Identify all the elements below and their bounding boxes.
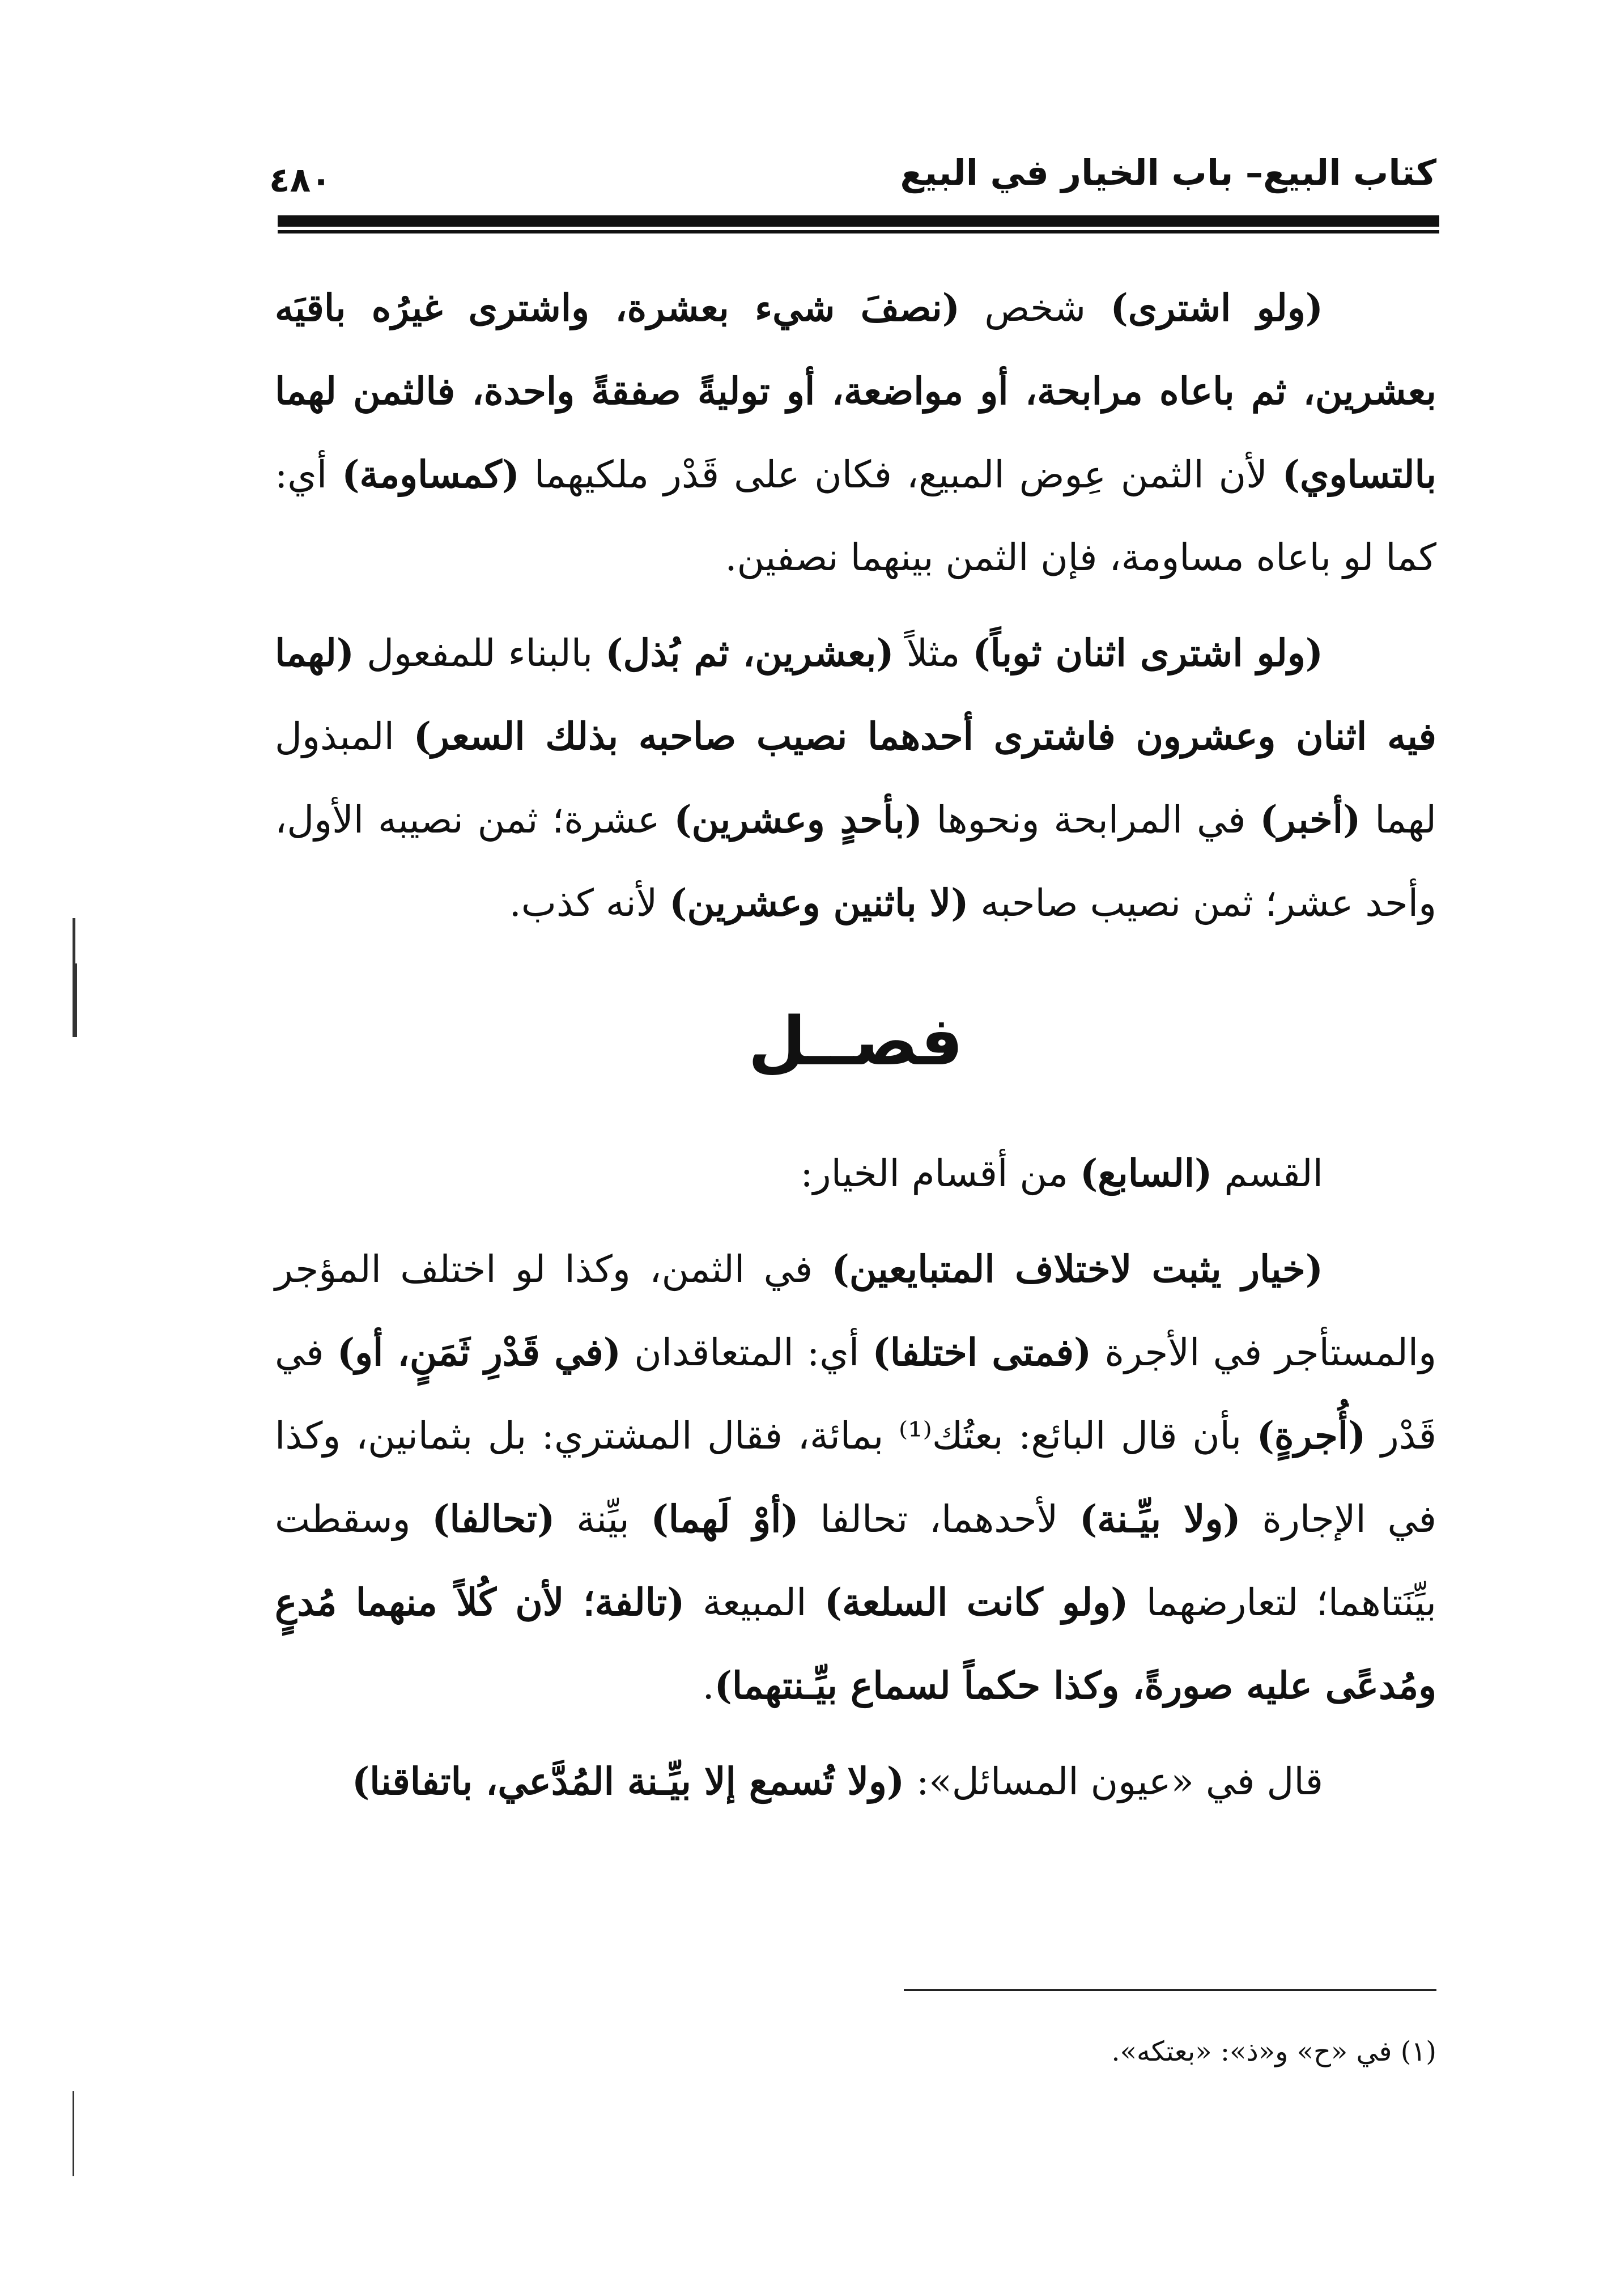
paragraph [275, 1740, 1436, 1823]
text-run: مثلاً [894, 631, 973, 675]
paragraph [275, 1132, 1436, 1215]
bold-text-run: (بأحدٍ وعشرين) [674, 797, 922, 842]
margin-mark [73, 963, 77, 1037]
text-run: شخص [959, 286, 1111, 330]
margin-mark [73, 2091, 74, 2176]
bold-text-run: (ولو كانت السلعة) [824, 1580, 1129, 1624]
paragraph [275, 266, 1436, 599]
text-run: أي: كما لو باعاه مساومة، فإن الثمن بينهما نصفين. [275, 453, 1436, 579]
paragraph [275, 1228, 1436, 1727]
header-rule [278, 215, 1439, 227]
text-run: عشرة؛ ثمن نصيبه الأول، وأحد عشر؛ ثمن نصيب صاحبه [275, 798, 1436, 925]
text-run: المبيعة [685, 1581, 824, 1624]
text-run: بأن قال البائع: بعتُك⁽¹⁾ بمائة، فقال المشتري: بل بثمانين، وكذا في الإجارة [275, 1414, 1437, 1541]
bold-text-run: (لا باثنين وعشرين) [669, 881, 969, 925]
bold-text-run: (السابع) [1079, 1151, 1213, 1195]
text-run: أي: المتعاقدان [621, 1331, 873, 1374]
bold-text-run: (أوْ لَهما) [651, 1497, 799, 1541]
text-run: من أقسام الخيار: [800, 1152, 1080, 1195]
bold-text-run: (تحالفا) [432, 1497, 555, 1541]
bold-text-run: (فمتى اختلفا) [872, 1330, 1092, 1374]
bold-text-run: (تالفة؛ لأن كُلاً منهما مُدعٍ ومُدعًى عليه صورةً، وكذا حكماً لسماع بيِّـنتهما) [275, 1580, 1436, 1708]
bold-text-run: (ولو اشترى) [1110, 286, 1323, 330]
text-run: القسم [1212, 1152, 1323, 1195]
bold-text-run: (أخبر) [1260, 797, 1361, 842]
text-run: وسقطت بيِّنَتاهما؛ لتعارضهما [275, 1497, 1437, 1624]
bold-text-run: (ولو اشترى اثنان ثوباً) [972, 631, 1323, 675]
bold-text-run: (خيار يثبت لاختلاف المتبايعين) [831, 1247, 1323, 1291]
footnote-rule [904, 1989, 1436, 1991]
bold-text-run: (بعشرين، ثم بُذل) [605, 631, 894, 675]
bold-text-run: (لهما فيه اثنان وعشرون فاشترى أحدهما نصيب صاحبه بذلك السعر) [275, 631, 1436, 758]
text-run: لأحدهما، تحالفا [798, 1497, 1080, 1541]
text-run: . [702, 1664, 715, 1708]
footnote: (١) في «ح» و«ذ»: «بعتكه». [1111, 2036, 1436, 2067]
page-number: ٤٨٠ [269, 160, 331, 200]
bold-text-run: (ولا بيِّـنة) [1079, 1497, 1241, 1541]
bold-text-run: (أُجرةٍ) [1256, 1413, 1366, 1458]
text-run: بيِّنة [555, 1497, 651, 1541]
header-rule-thin [278, 230, 1439, 233]
text-run: في قَدْر [275, 1331, 1437, 1458]
paragraph [275, 612, 1436, 945]
bold-text-run: (كمساومة) [342, 452, 520, 496]
text-run: المبذول لهما [275, 715, 1437, 842]
page-header [269, 142, 1436, 227]
text-run: في الثمن، وكذا لو اختلف المؤجر والمستأجر في الأجرة [275, 1247, 1437, 1374]
running-title: كتاب البيع– باب الخيار في البيع [900, 152, 1436, 193]
text-run: لأن الثمن عِوض المبيع، فكان على قَدْر ملكيهما [519, 453, 1282, 496]
bold-text-run: (في قَدْرِ ثَمَنٍ، أو) [337, 1330, 621, 1374]
text-run: قال في «عيون المسائل»: [904, 1760, 1323, 1803]
bold-text-run: (نصفَ شيء بعشرة، واشترى غيرُه باقيَه بعشرين، ثم باعاه مرابحة، أو مواضعة، أو توليةً صفقةً واحدة، فالثمن لهما بالتساوي) [275, 286, 1436, 496]
main-text [275, 266, 1436, 1836]
text-run: بالبناء للمفعول [354, 631, 606, 675]
text-run: لأنه كذب. [509, 881, 670, 925]
text-run: في المرابحة ونحوها [922, 798, 1260, 842]
section-heading: فصــل [748, 1002, 963, 1080]
bold-text-run: (ولا تُسمع إلا بيِّـنة المُدَّعي، باتفاقنا) [351, 1759, 905, 1803]
